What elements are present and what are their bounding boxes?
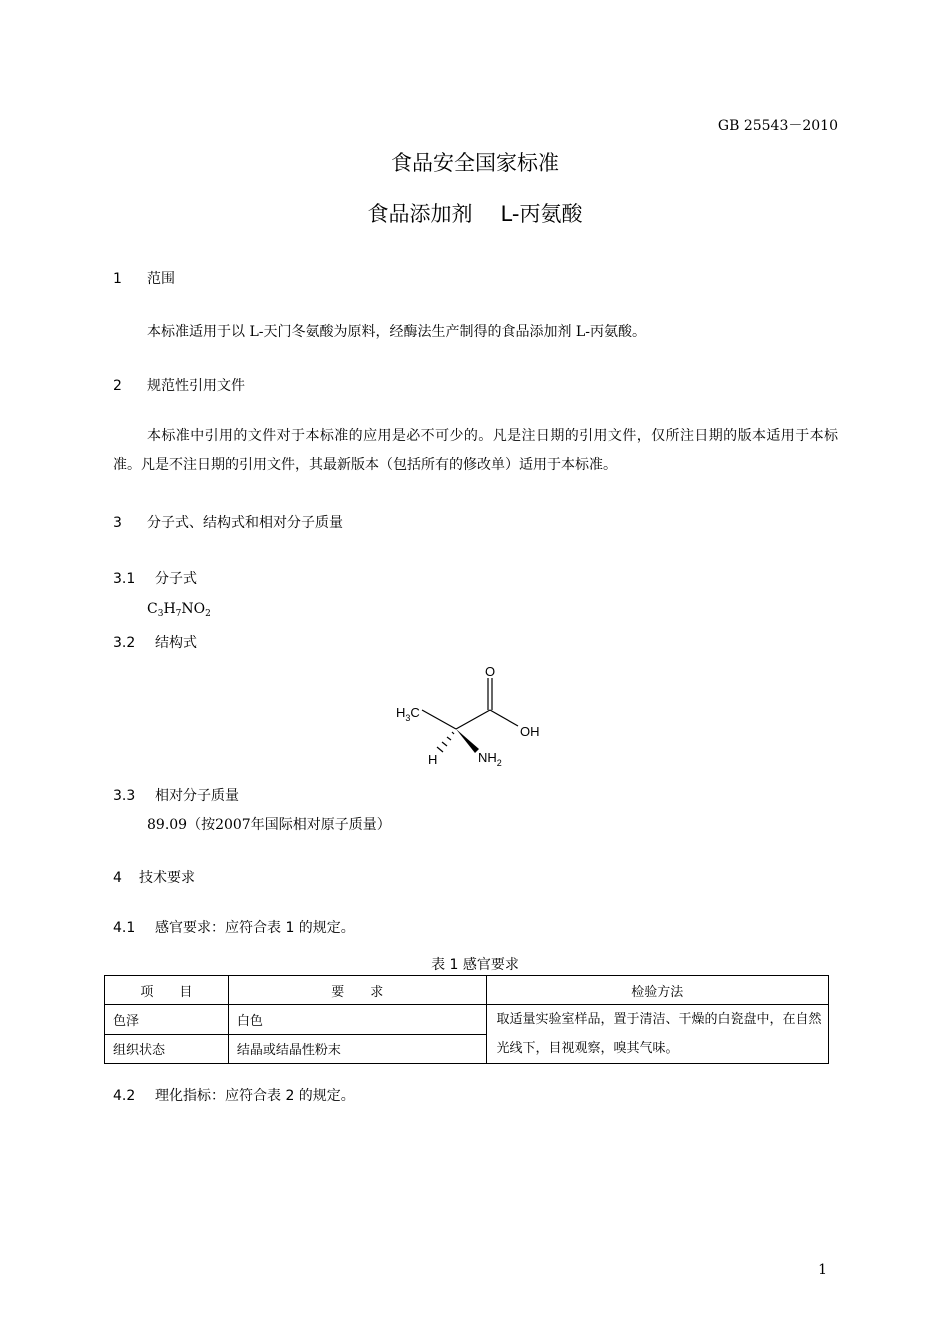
section-1-heading <box>113 268 175 288</box>
header-requirement: 要 求 <box>228 976 486 1005</box>
section-4-2-heading <box>113 1085 355 1105</box>
title-part-b: L-丙氨酸 <box>500 202 583 226</box>
section-title: 分子式、结构式和相对分子质量 <box>147 515 343 531</box>
table-1-caption: 表 1 感官要求 <box>431 957 519 973</box>
structural-formula <box>380 662 560 772</box>
header-item: 项 目 <box>105 976 229 1005</box>
section-title: 规范性引用文件 <box>147 378 245 394</box>
bond-hydroxyl <box>490 710 518 726</box>
section-number: 4.2 <box>113 1088 136 1104</box>
bond-carboxyl <box>456 710 490 729</box>
section-2-text: 本标准中引用的文件对于本标准的应用是必不可少的。凡是注日期的引用文件，仅所注日期的版本适用于本标准。凡是不注日期的引用文件，其最新版本（包括所有的修改单）适用于本标准。 <box>113 428 838 473</box>
section-number: 3.1 <box>113 571 136 587</box>
document-title <box>0 198 950 228</box>
section-4-1-heading <box>113 917 355 937</box>
section-title: 相对分子质量 <box>155 788 239 804</box>
wedge-bond-amino <box>456 729 479 753</box>
requirement-cell: 结晶或结晶性粉末 <box>228 1034 486 1064</box>
table-header-row <box>105 976 829 1005</box>
section-number: 2 <box>113 378 122 394</box>
oxygen-label: O <box>485 664 496 679</box>
section-number: 3.3 <box>113 788 136 804</box>
table-row <box>105 1005 829 1035</box>
section-number: 4 <box>113 870 122 886</box>
hash-bond-h <box>437 732 454 752</box>
method-cell: 取适量实验室样品，置于清洁、干燥的白瓷盘中，在自然光线下，目视观察，嗅其气味。 <box>486 1005 828 1064</box>
amino-label: $NH_2$ <box>478 750 502 768</box>
bond-methyl <box>422 710 456 729</box>
section-number: 1 <box>113 271 122 287</box>
section-3-3-heading <box>113 785 239 805</box>
section-number: 3 <box>113 515 122 531</box>
section-title: 范围 <box>147 271 175 287</box>
header-method: 检验方法 <box>486 976 828 1005</box>
section-title: 理化指标：应符合表 2 的规定。 <box>155 1088 355 1104</box>
section-title: 技术要求 <box>139 870 195 886</box>
section-title: 分子式 <box>155 571 197 587</box>
item-cell: 色泽 <box>105 1005 229 1035</box>
hydroxyl-label: OH <box>520 724 540 739</box>
molecular-mass: 89.09（按2007年国际相对原子质量） <box>147 817 391 833</box>
section-3-2-heading <box>113 632 197 652</box>
section-3-1-heading <box>113 568 197 588</box>
methyl-label: $H_3C$ <box>396 705 420 723</box>
section-number: 3.2 <box>113 635 136 651</box>
page-number: 1 <box>818 1262 827 1278</box>
title-part-a: 食品添加剂 <box>367 202 473 226</box>
item-cell: 组织状态 <box>105 1034 229 1064</box>
section-number: 4.1 <box>113 920 136 936</box>
standard-number: GB 25543－2010 <box>717 118 838 134</box>
section-4-heading <box>113 867 195 887</box>
requirement-cell: 白色 <box>228 1005 486 1035</box>
section-1-text: 本标准适用于以 L-天门冬氨酸为原料，经酶法生产制得的食品添加剂 L-丙氨酸。 <box>147 324 646 340</box>
section-2-heading <box>113 375 245 395</box>
section-title: 感官要求：应符合表 1 的规定。 <box>155 920 355 936</box>
standard-title: 食品安全国家标准 <box>391 151 559 175</box>
hydrogen-label: H <box>428 752 438 767</box>
section-3-heading <box>113 512 343 532</box>
section-title: 结构式 <box>155 635 197 651</box>
table-1 <box>104 975 829 1064</box>
molecular-formula: $C_3H_7NO_2$ <box>147 601 211 619</box>
